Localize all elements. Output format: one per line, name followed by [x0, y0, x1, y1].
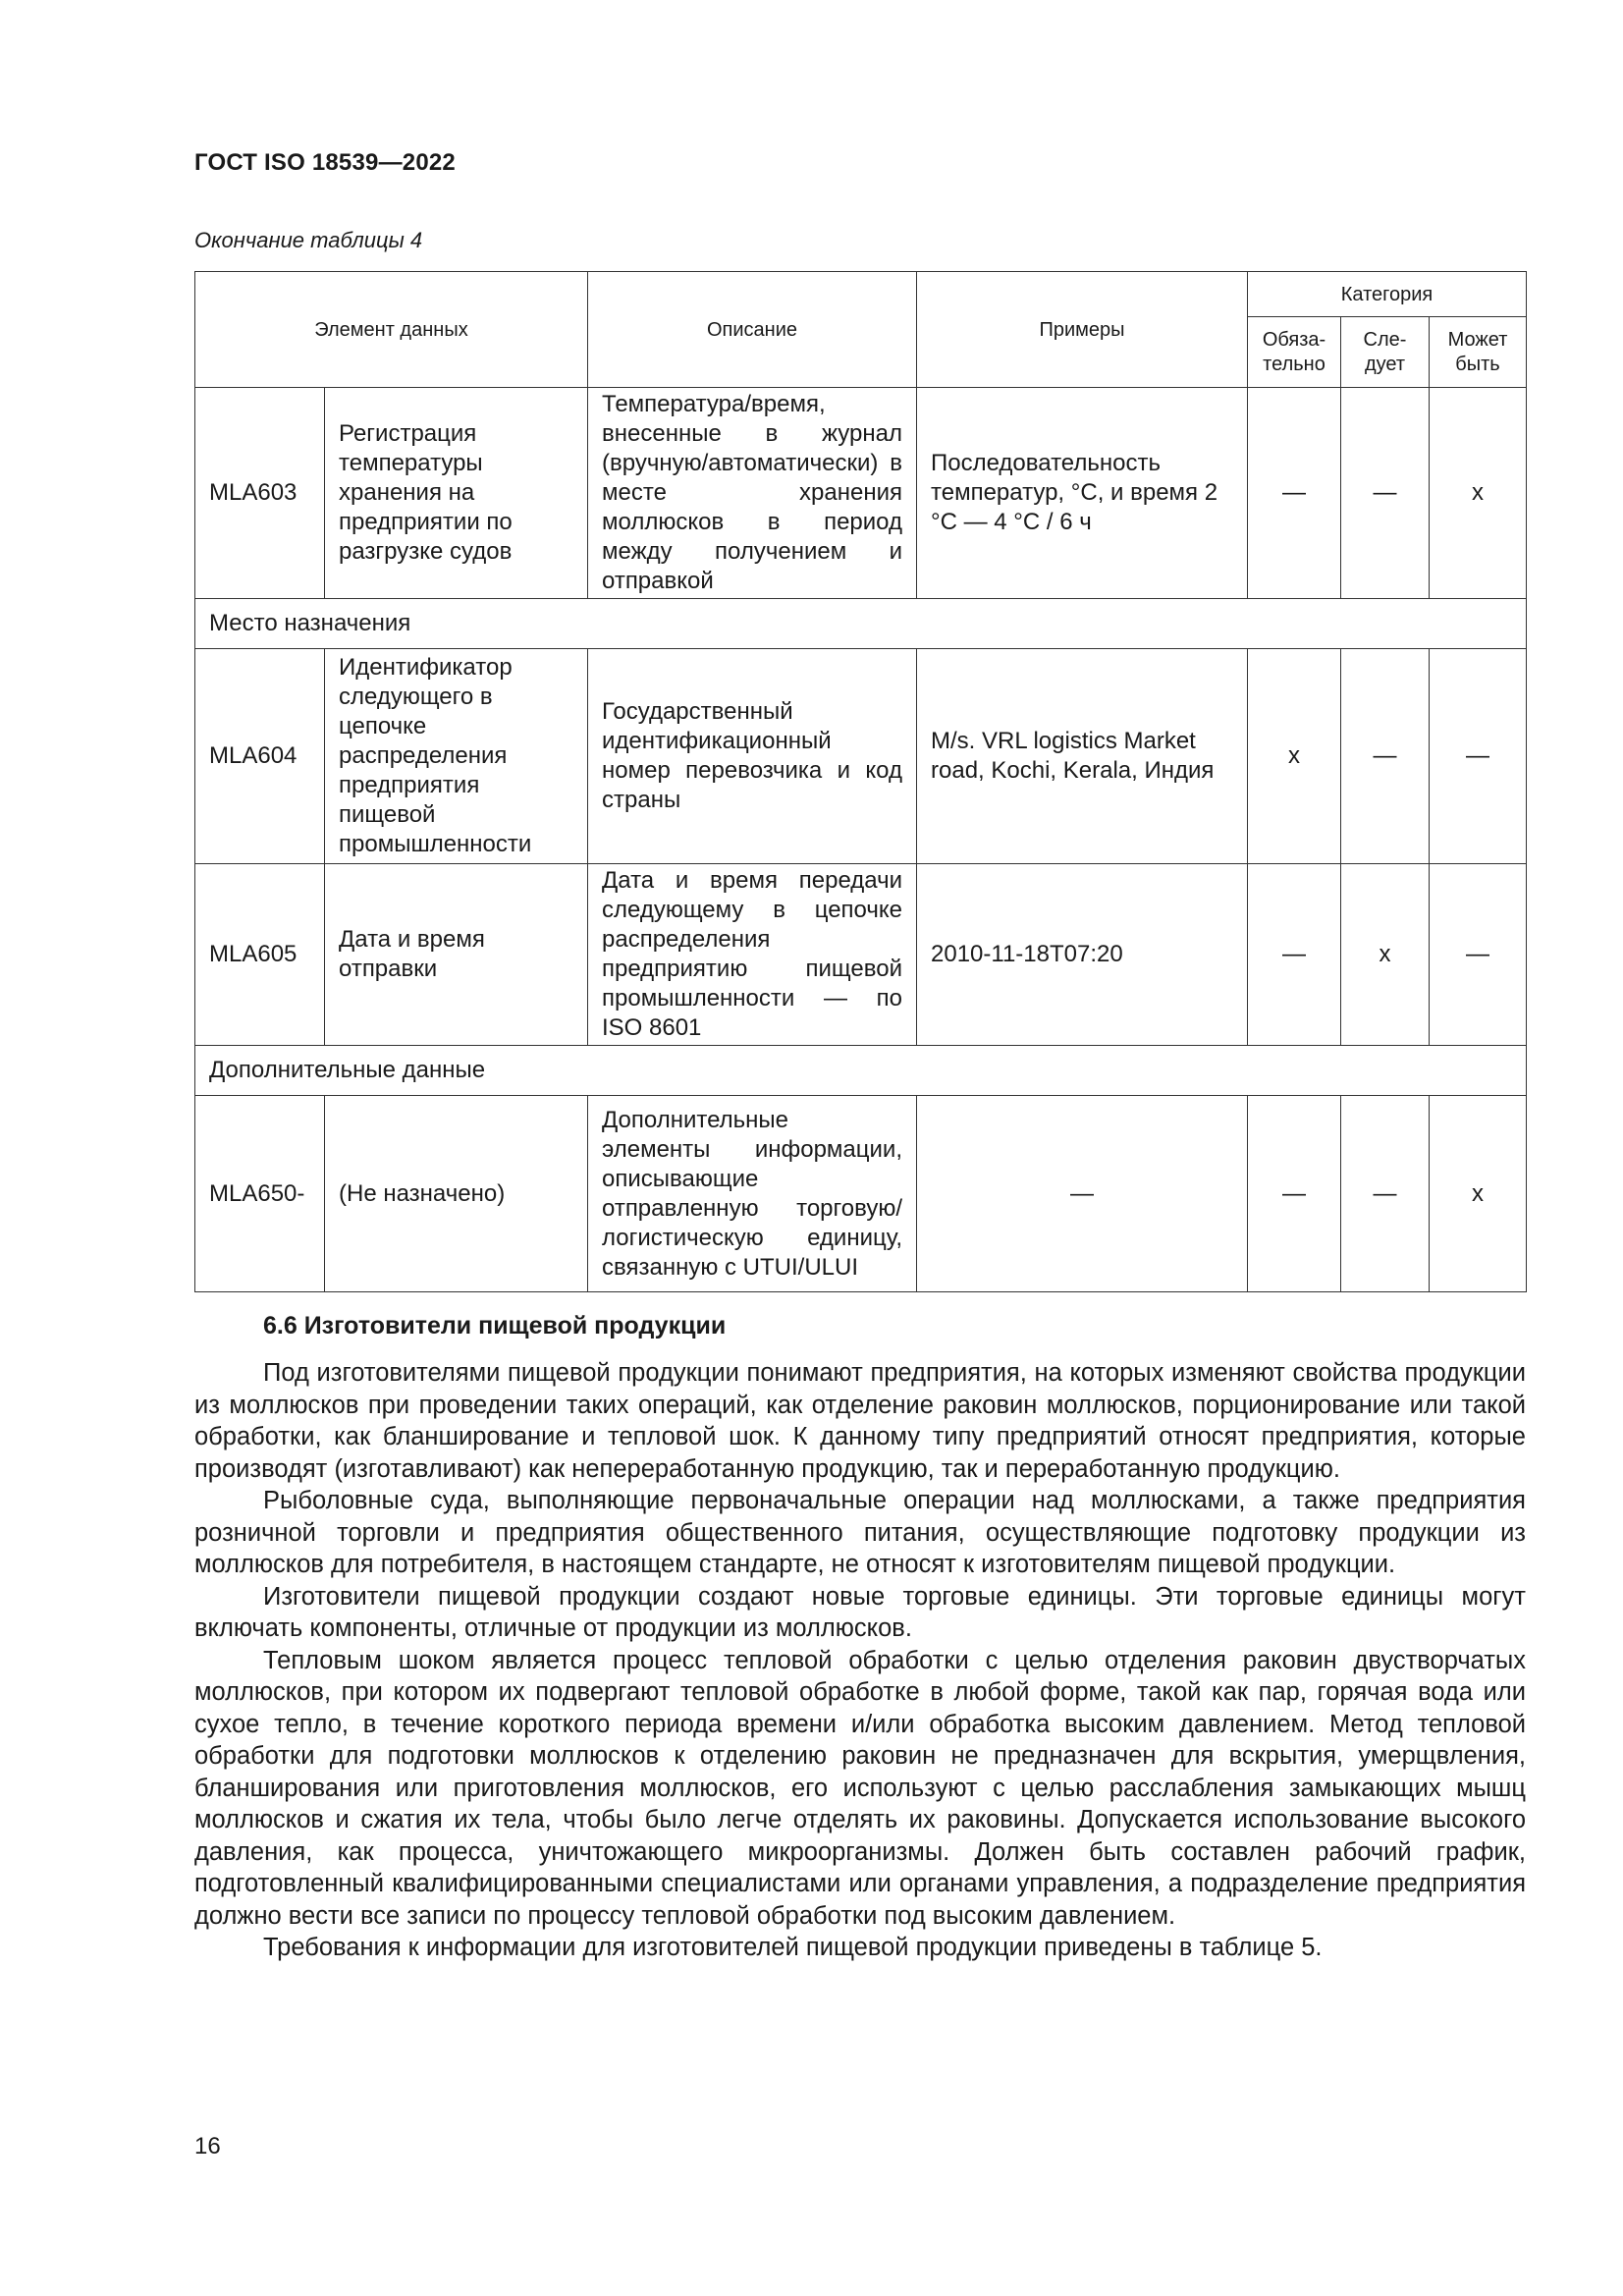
row-should: —: [1341, 1096, 1430, 1292]
row-example: —: [917, 1096, 1248, 1292]
row-may: x: [1430, 1096, 1527, 1292]
row-mandatory: —: [1248, 1096, 1341, 1292]
row-mandatory: —: [1248, 388, 1341, 599]
row-element-name: Идентификатор следующего в цепочке распределения предприятия пищевой промышленности: [325, 649, 588, 864]
group-label: Дополнительные данные: [195, 1046, 1527, 1096]
table-group-row: [195, 599, 1527, 649]
row-description: Дополнительные элементы информации, описывающие отправленную торговую/логистическую единицу, связанную с UTUI/ULUI: [588, 1096, 917, 1292]
data-elements-table: [194, 271, 1527, 1292]
row-code: MLA650-: [195, 1096, 325, 1292]
row-should: —: [1341, 388, 1430, 599]
row-code: MLA604: [195, 649, 325, 864]
table-row: [195, 1096, 1527, 1292]
header-element: Элемент данных: [195, 272, 588, 388]
table-row: [195, 388, 1527, 599]
header-may: [1430, 317, 1527, 388]
row-element-name: Дата и время отправки: [325, 864, 588, 1046]
row-code: MLA605: [195, 864, 325, 1046]
row-description: Температура/время, внесенные в журнал (вручную/автоматически) в месте хранения моллюсков в период между получением и отправкой: [588, 388, 917, 599]
table-row: [195, 649, 1527, 864]
row-example: Последовательность температур, °С, и время 2 °С — 4 °С / 6 ч: [917, 388, 1248, 599]
table-caption: Окончание таблицы 4: [194, 228, 423, 252]
header-mandatory-label: Обяза-тельно: [1262, 328, 1326, 375]
header-description: Описание: [588, 272, 917, 388]
header-mandatory: [1248, 317, 1341, 388]
body-paragraph: Рыболовные суда, выполняющие первоначальные операции над моллюсками, а также предприятия розничной торговли и предприятия общественного питания, осуществляющие подготовку продукции из моллюсков для потребителя, в настоящем стандарте, не относят к изготовителям пищевой продукции.: [194, 1487, 1526, 1578]
row-mandatory: x: [1248, 649, 1341, 864]
row-element-name: (Не назначено): [325, 1096, 588, 1292]
section-title: 6.6 Изготовители пищевой продукции: [263, 1312, 727, 1339]
row-description: Государственный идентификационный номер перевозчика и код страны: [588, 649, 917, 864]
group-label: Место назначения: [195, 599, 1527, 649]
header-category: Категория: [1248, 272, 1527, 317]
table-row: [195, 864, 1527, 1046]
row-description: Дата и время передачи следующему в цепочке распределения предприятию пищевой промышленности — по ISO 8601: [588, 864, 917, 1046]
row-mandatory: —: [1248, 864, 1341, 1046]
row-should: x: [1341, 864, 1430, 1046]
document-header: ГОСТ ISO 18539—2022: [194, 149, 456, 176]
body-paragraph: Требования к информации для изготовителей пищевой продукции приведены в таблице 5.: [263, 1934, 1323, 1961]
header-should: [1341, 317, 1430, 388]
body-paragraph: Под изготовителями пищевой продукции понимают предприятия, на которых изменяют свойства продукции из моллюсков при проведении таких операций, как отделение раковин моллюсков, порционирование или такой обработки, как бланширование и тепловой шок. К данному типу предприятий относят предприятия, которые производят (изготавливают) как непереработанную продукцию, так и переработанную продукцию.: [194, 1359, 1526, 1483]
header-may-label: Может быть: [1447, 328, 1508, 375]
section-body: [194, 1357, 1526, 1964]
body-paragraph: Тепловым шоком является процесс тепловой обработки с целью отделения раковин двустворчатых моллюсков, при котором их подвергают тепловой обработке в любой форме, такой как пар, горячая вода или сухое тепло, в течение короткого периода времени и/или обработка высоким давлением. Метод тепловой обработки для подготовки моллюсков к отделению раковин не предназначен для вскрытия, умерщвления, бланширования или приготовления моллюсков, его используют с целью расслабления замыкающих мышц моллюсков и сжатия их тела, чтобы было легче отделять их раковины. Допускается использование высокого давления, как процесса, уничтожающего микроорганизмы. Должен быть составлен рабочий график, подготовленный квалифицированными специалистами или органами управления, а подразделение предприятия должно вести все записи по процессу тепловой обработки под высоким давлением.: [194, 1646, 1526, 1930]
row-may: —: [1430, 864, 1527, 1046]
header-examples: Примеры: [917, 272, 1248, 388]
row-code: MLA603: [195, 388, 325, 599]
page-number: 16: [194, 2133, 221, 2159]
row-may: —: [1430, 649, 1527, 864]
row-may: x: [1430, 388, 1527, 599]
table-group-row: [195, 1046, 1527, 1096]
body-paragraph: Изготовители пищевой продукции создают новые торговые единицы. Эти торговые единицы могут включать компоненты, отличные от продукции из моллюсков.: [194, 1582, 1526, 1642]
header-should-label: Сле-дует: [1363, 328, 1407, 375]
row-example: 2010-11-18T07:20: [917, 864, 1248, 1046]
row-example: M/s. VRL logistics Market road, Kochi, Kerala, Индия: [917, 649, 1248, 864]
row-element-name: Регистрация температуры хранения на предприятии по разгрузке судов: [325, 388, 588, 599]
row-should: —: [1341, 649, 1430, 864]
